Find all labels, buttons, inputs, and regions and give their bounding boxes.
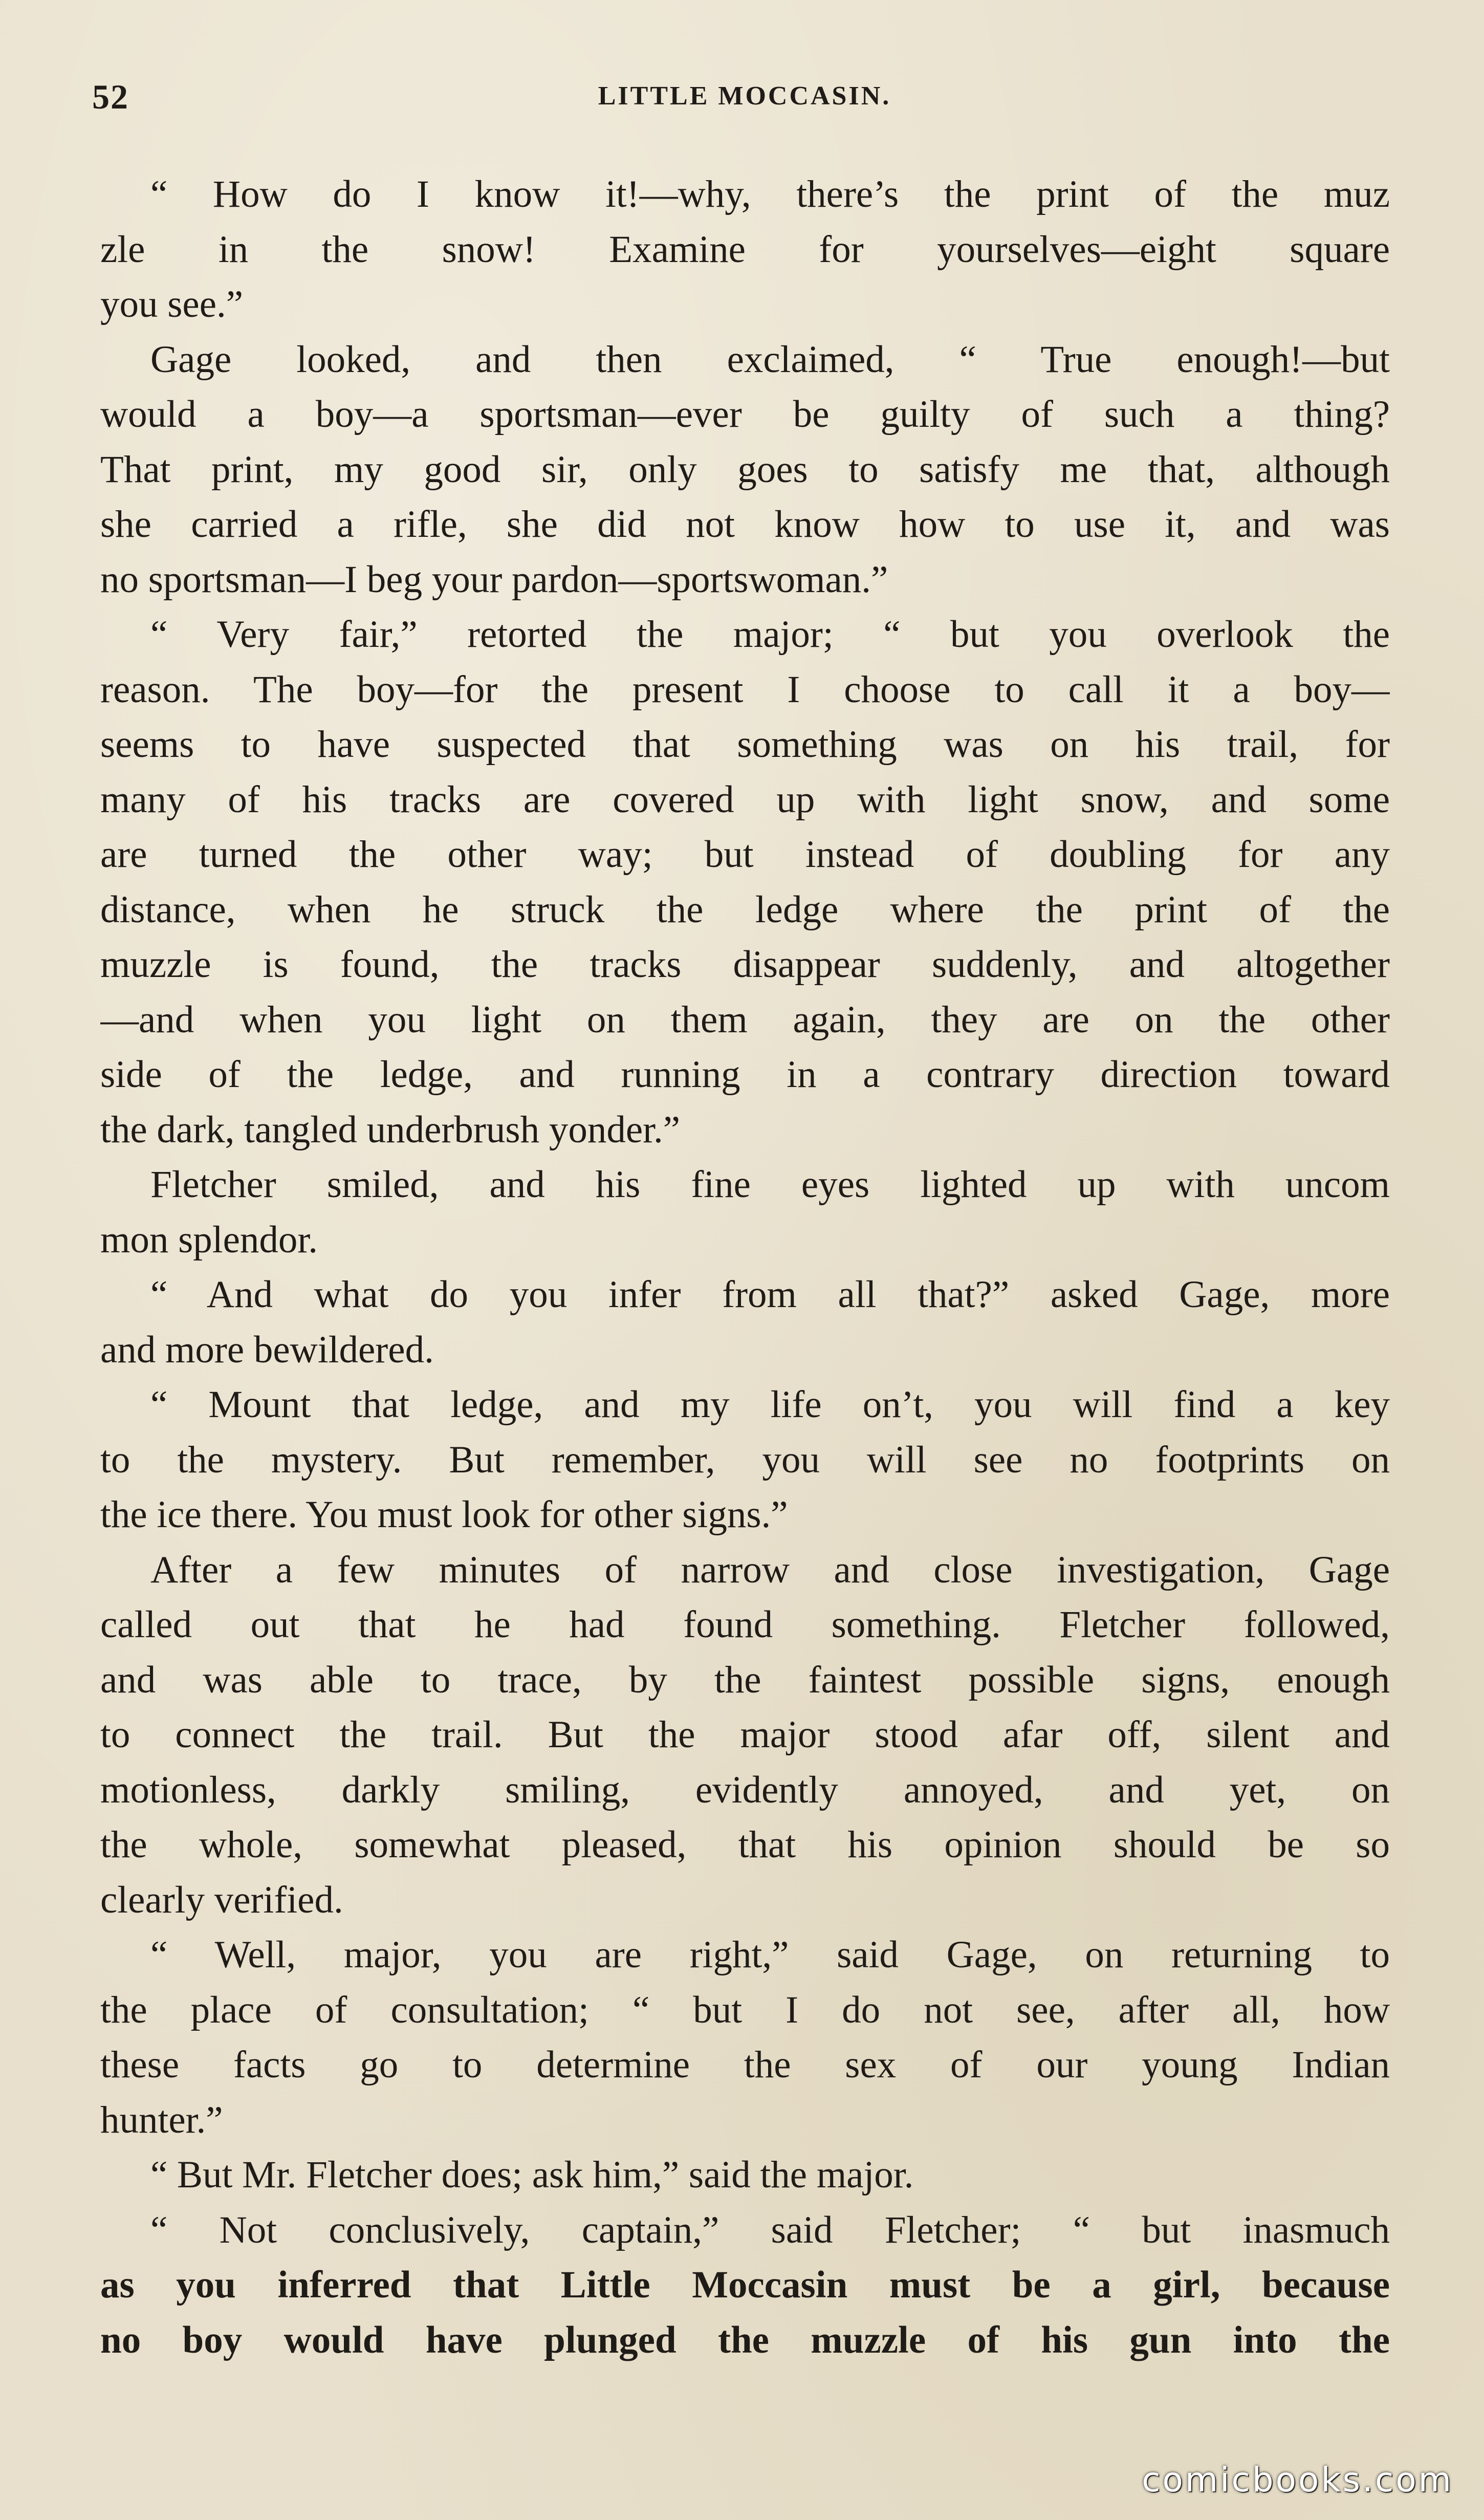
page-number: 52 (92, 77, 129, 116)
text-line: called out that he had found something. Fletcher followed, (100, 1603, 1390, 1646)
text-line: “ And what do you infer from all that?” asked Gage, more (150, 1273, 1390, 1316)
text-line: no sportsman—I beg your pardon—sportswoman.” (100, 558, 888, 601)
text-line: and was able to trace, by the faintest possible signs, enough (100, 1658, 1390, 1701)
text-line: many of his tracks are covered up with light snow, and some (100, 778, 1390, 821)
text-line: she carried a rifle, she did not know how to use it, and was (100, 503, 1390, 546)
page-header (92, 77, 1397, 118)
text-line: reason. The boy—for the present I choose to call it a boy— (100, 668, 1390, 711)
text-line: After a few minutes of narrow and close investigation, Gage (150, 1548, 1390, 1591)
text-line: would a boy—a sportsman—ever be guilty of such a thing? (100, 393, 1390, 436)
text-line: clearly verified. (100, 1878, 343, 1921)
text-line: motionless, darkly smiling, evidently annoyed, and yet, on (100, 1768, 1390, 1811)
text-line: as you inferred that Little Moccasin must be a girl, because (100, 2264, 1390, 2306)
text-line: “ Well, major, you are right,” said Gage, on returning to (150, 1934, 1390, 1976)
text-line: these facts go to determine the sex of our young Indian (100, 2044, 1390, 2086)
text-line: mon splendor. (100, 1218, 318, 1261)
text-line: zle in the snow! Examine for yourselves—eight square (100, 228, 1390, 271)
text-line: you see.” (100, 283, 244, 325)
text-line: side of the ledge, and running in a contrary direction toward (100, 1053, 1390, 1096)
text-line: That print, my good sir, only goes to satisfy me that, although (100, 448, 1390, 491)
text-line: “ Not conclusively, captain,” said Fletcher; “ but inasmuch (150, 2208, 1390, 2251)
text-line: to the mystery. But remember, you will see no footprints on (100, 1438, 1390, 1481)
text-line: Gage looked, and then exclaimed, “ True enough!—but (150, 338, 1390, 381)
text-line: “ Mount that ledge, and my life on’t, you will find a key (150, 1383, 1390, 1426)
watermark: comicbooks.com (1142, 2460, 1453, 2500)
text-line: seems to have suspected that something was on his trail, for (100, 723, 1390, 766)
text-line: are turned the other way; but instead of doubling for any (100, 833, 1390, 876)
text-line: to connect the trail. But the major stood afar off, silent and (100, 1713, 1390, 1756)
text-line: and more bewildered. (100, 1328, 434, 1371)
text-line: —and when you light on them again, they are on the other (100, 998, 1390, 1041)
text-line: “ But Mr. Fletcher does; ask him,” said the major. (150, 2154, 914, 2196)
text-line: distance, when he struck the ledge where the print of the (100, 888, 1390, 931)
running-head: LITTLE MOCCASIN. (598, 81, 891, 111)
text-line: muzzle is found, the tracks disappear suddenly, and altogether (100, 943, 1390, 986)
text-line: “ How do I know it!—why, there’s the print of the muz (150, 173, 1390, 215)
text-line: “ Very fair,” retorted the major; “ but you overlook the (150, 613, 1390, 656)
text-line: the whole, somewhat pleased, that his opinion should be so (100, 1823, 1390, 1866)
body-text (100, 167, 1390, 2367)
text-line: the ice there. You must look for other signs.” (100, 1493, 788, 1536)
text-line: hunter.” (100, 2098, 223, 2141)
text-line: the dark, tangled underbrush yonder.” (100, 1108, 680, 1151)
text-line: no boy would have plunged the muzzle of his gun into the (100, 2318, 1390, 2361)
text-line: the place of consultation; “ but I do not see, after all, how (100, 1988, 1390, 2031)
text-line: Fletcher smiled, and his fine eyes lighted up with uncom (150, 1163, 1390, 1206)
